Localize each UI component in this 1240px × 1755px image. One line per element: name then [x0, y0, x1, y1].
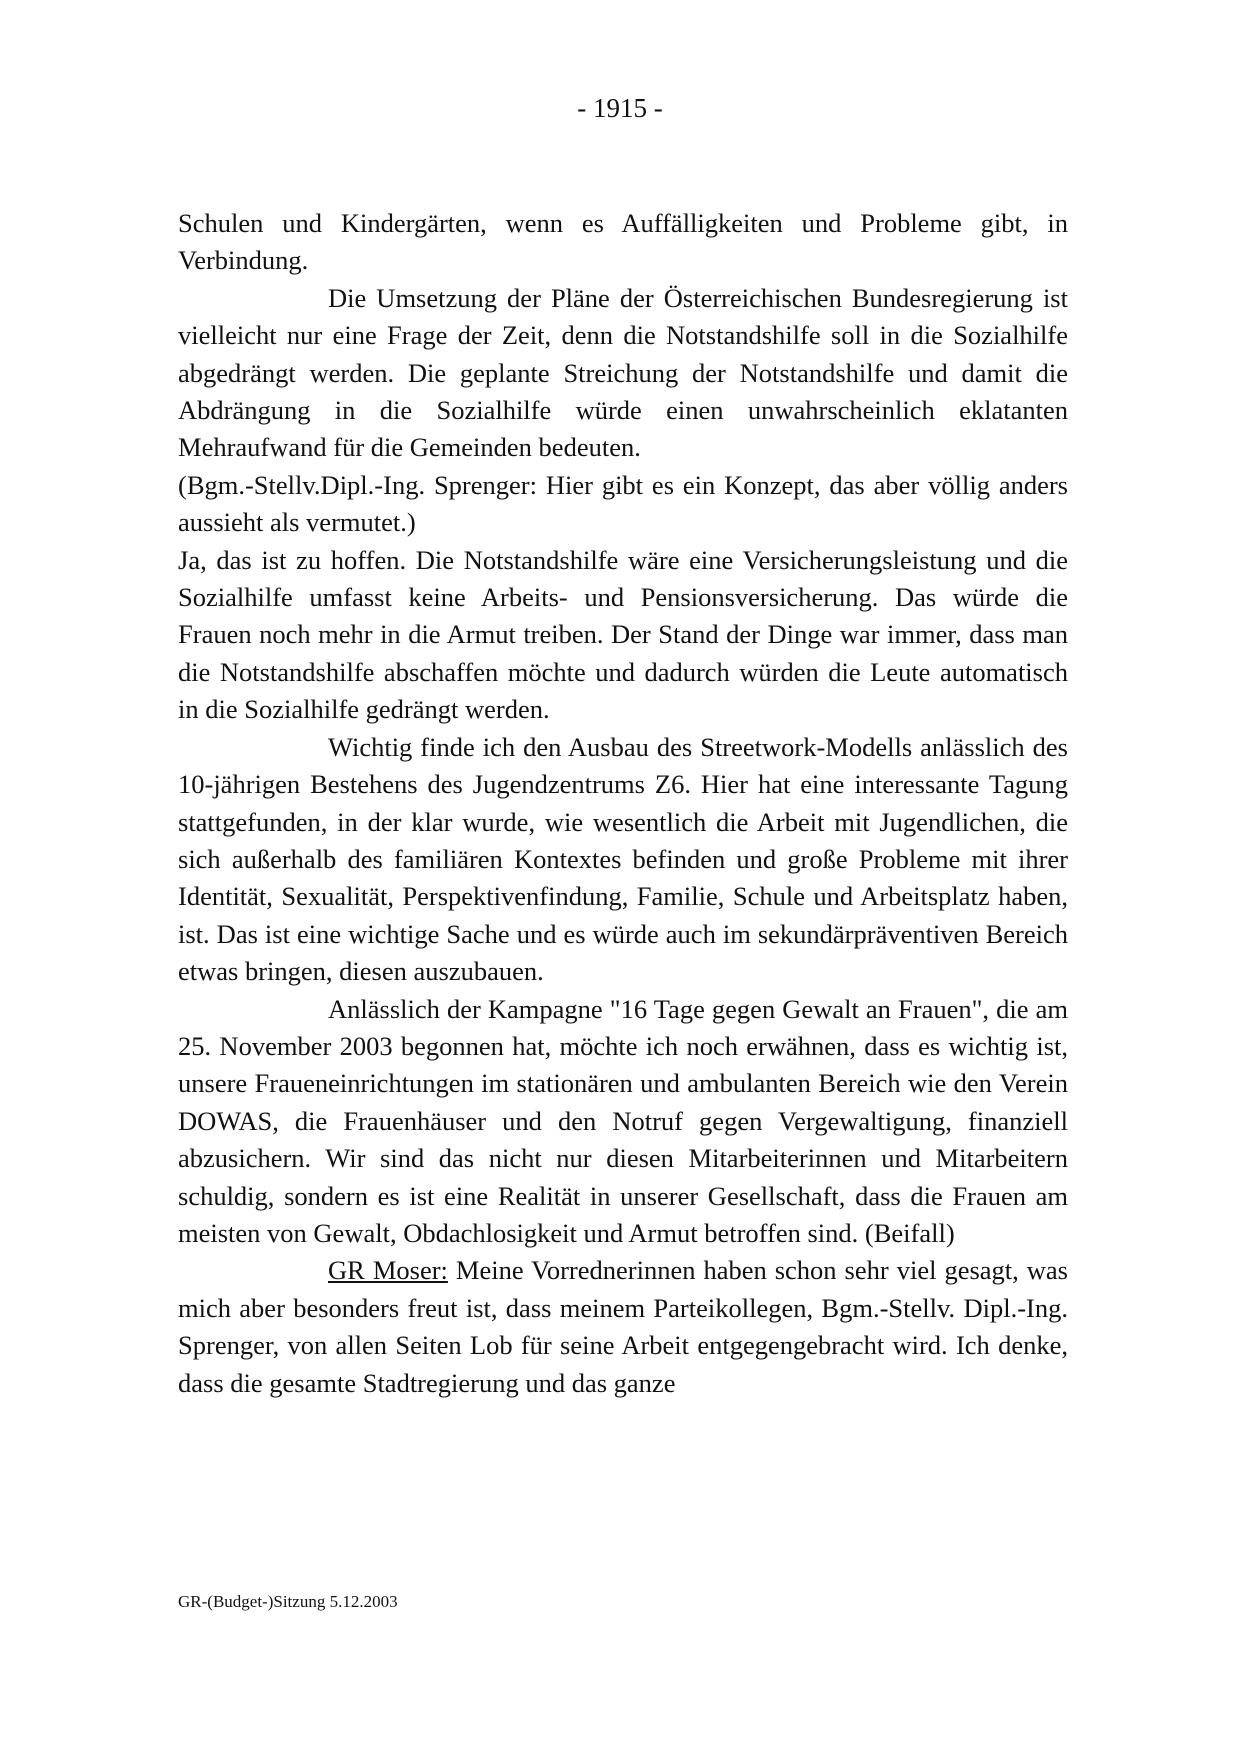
paragraph-bundesregierung: Die Umsetzung der Pläne der Österreichischen Bundesregierung ist vielleicht nur eine Frage der Zeit, denn die Notstandshilfe soll in die Sozialhilfe abgedrängt werden. Die geplante Streichung der Notstandshilfe und damit die Abdrängung in die Sozialhilfe würde einen unwahrscheinlich eklatanten Mehraufwand für die Gemeinden bedeuten.	[178, 282, 1068, 463]
paragraph-kampagne: Anlässlich der Kampagne "16 Tage gegen Gewalt an Frauen", die am 25. November 2003 begonnen hat, möchte ich noch erwähnen, dass es wichtig ist, unsere Fraueneinrichtungen im stationären und ambulanten Bereich wie den Verein DOWAS, die Frauenhäuser und den Notruf gegen Vergewaltigung, finanziell abzusichern. Wir sind das nicht nur diesen Mitarbeiterinnen und Mitarbeitern schuldig, sondern es ist eine Realität in unserer Gesellschaft, dass die Frauen am meisten von Gewalt, Obdachlosigkeit und Armut betroffen sind. (Beifall)	[178, 993, 1068, 1248]
body-text	[178, 205, 1068, 1402]
paragraph-reply: Ja, das ist zu hoffen. Die Notstandshilfe wäre eine Versicherungsleistung und die Sozialhilfe umfasst keine Arbeits- und Pensionsversicherung. Das würde die Frauen noch mehr in die Armut treiben. Der Stand der Dinge war immer, dass man die Notstandshilfe abschaffen möchte und dadurch würden die Leute automatisch in die Sozialhilfe gedrängt werden.	[178, 544, 1068, 725]
footer-session-info: GR-(Budget-)Sitzung 5.12.2003	[178, 1592, 398, 1611]
paragraph-streetwork: Wichtig finde ich den Ausbau des Streetwork-Modells anlässlich des 10-jährigen Bestehens des Jugendzentrums Z6. Hier hat eine interessante Tagung stattgefunden, in der klar wurde, wie wesentlich die Arbeit mit Jugendlichen, die sich außerhalb des familiären Kontextes befinden und große Probleme mit ihrer Identität, Sexualität, Perspektivenfindung, Familie, Schule und Arbeitsplatz haben, ist. Das ist eine wichtige Sache und es würde auch im sekundärpräventiven Bereich etwas bringen, diesen auszubauen.	[178, 731, 1068, 987]
paragraph-continuation: Schulen und Kindergärten, wenn es Auffälligkeiten und Probleme gibt, in Verbindung.	[178, 208, 1068, 276]
paragraph-moser	[178, 1252, 1068, 1402]
interjection-sprenger: (Bgm.-Stellv.Dipl.-Ing. Sprenger: Hier gibt es ein Konzept, das aber völlig anders aussieht als vermutet.)	[178, 469, 1068, 538]
speaker-text: Meine Vorrednerinnen haben schon sehr viel gesagt, was mich aber besonders freut ist, dass meinem Parteikollegen, Bgm.-Stellv. Dipl.-Ing. Sprenger, von allen Seiten Lob für seine Arbeit entgegengebracht wird. Ich denke, dass die gesamte Stadtregierung und das ganze	[178, 1255, 1068, 1398]
page-number: - 1915 -	[577, 93, 663, 123]
speaker-name: GR Moser:	[328, 1255, 448, 1286]
